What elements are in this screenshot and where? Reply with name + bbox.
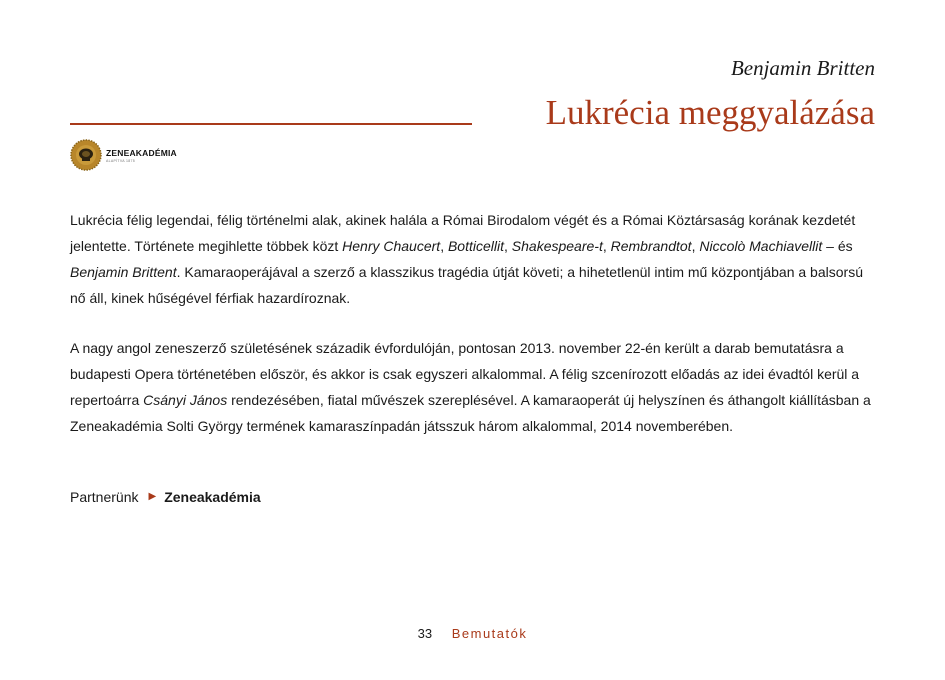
text-span: , (440, 238, 448, 254)
text-span: Lukrécia félig legendai, félig történelmi alak, akinek halála a Római Birodalom végét és a Római Köztársaság korának kezdetét jelentette. Története megihlette többek közt (70, 212, 856, 254)
zeneakademia-emblem-icon (70, 139, 102, 171)
composer-name: Benjamin Britten (730, 56, 875, 80)
name-rembrandt: Rembrandtot (610, 238, 692, 254)
partner-line (70, 486, 261, 508)
title-divider (70, 123, 472, 125)
logo-name: ZENEAKADÉMIA (106, 147, 177, 158)
page-footer (0, 626, 945, 641)
name-csanyi: Csányi János (143, 392, 228, 408)
section-name: Bemutatók (451, 626, 528, 641)
logo-subtitle: ALAPÍTVA 1875 (106, 158, 135, 163)
paragraph-2 (70, 335, 880, 439)
partner-label: Partnerünk (70, 489, 139, 505)
name-chaucer: Henry Chaucert (342, 238, 441, 254)
text-span: A nagy angol zeneszerző születésének századik évfordulóján, pontosan 2013. november 22-én került a darab bemutatásra a budapesti Opera történetében először, és akkor is csak egyszeri alkalommal. A félig szcenírozott előadás az idei évadtól kerül a repertoárra (70, 340, 860, 408)
title-row (70, 92, 875, 134)
name-botticelli: Botticellit (447, 238, 504, 254)
text-span: – és (822, 238, 853, 254)
name-shakespeare: Shakespeare-t (511, 238, 603, 254)
name-machiavelli: Niccolò Machiavellit (699, 238, 823, 254)
name-britten: Benjamin Brittent (70, 264, 177, 280)
text-span: , (691, 238, 700, 254)
text-span: , (602, 238, 611, 254)
body-text (70, 207, 880, 463)
partner-link[interactable]: Zeneakadémia (164, 489, 261, 505)
paragraph-1 (70, 207, 880, 311)
text-span: , (504, 238, 512, 254)
text-span: rendezésében, fiatal művészek szereplésével. A kamaraoperát új helyszínen és áthangolt kiállításban a Zeneakadémia Solti György termének kamaraszínpadán játsszuk három alkalommal, 2014 novemberében. (70, 392, 871, 434)
triangle-right-icon: ▶ (148, 491, 157, 502)
page-title: Lukrécia meggyalázása (545, 93, 875, 132)
zeneakademia-logo (70, 138, 177, 172)
text-span: . Kamaraoperájával a szerző a klasszikus tragédia útját követi; a hihetetlenül intim mű központjában a balsorsú nő áll, kinek hűségével férfiak hazardíroznak. (70, 264, 863, 306)
page-number: 33 (417, 626, 433, 641)
